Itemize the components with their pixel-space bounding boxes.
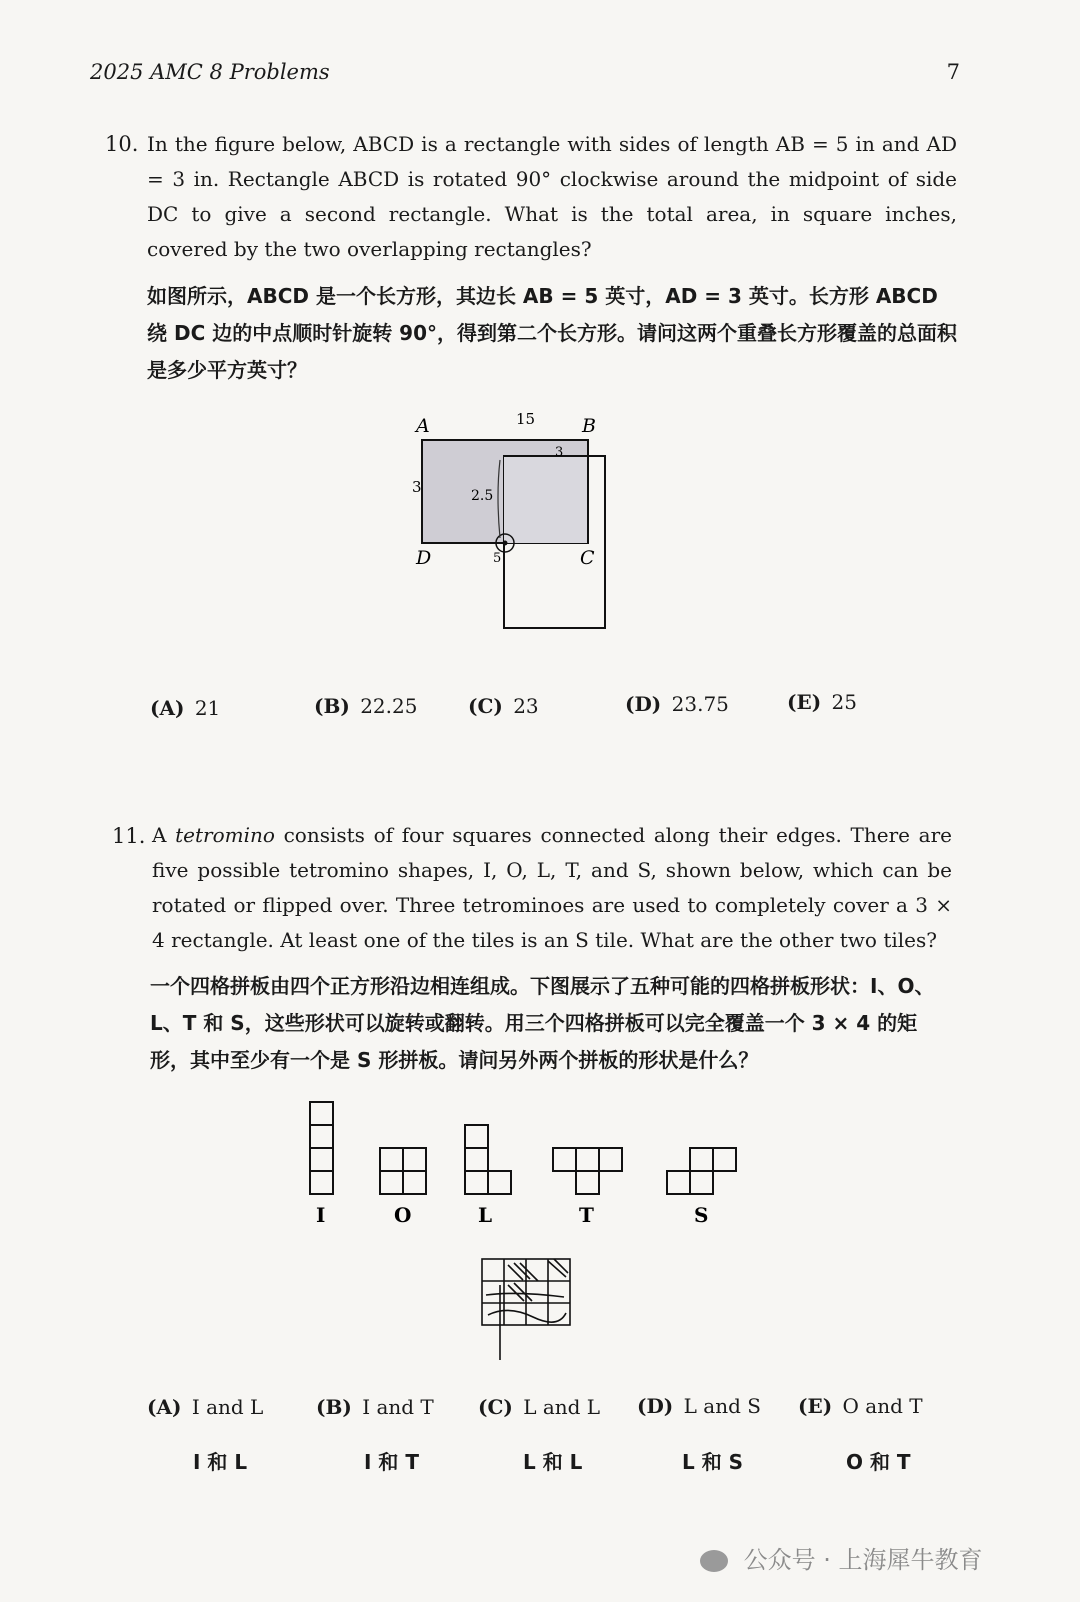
- handwritten-2-5: 2.5: [471, 488, 494, 504]
- shape-label-i: I: [316, 1203, 326, 1227]
- label-c: C: [580, 547, 595, 569]
- label-b: B: [582, 415, 596, 437]
- problem-10-choice-c: (C) 23: [468, 694, 539, 718]
- tetromino-i: [310, 1102, 333, 1194]
- tetromino-shapes-figure: [300, 1098, 760, 1238]
- problem-10-choice-b: (B) 22.25: [314, 694, 418, 718]
- tetromino-t: [553, 1148, 622, 1194]
- shape-label-t: T: [579, 1203, 594, 1227]
- handwritten-3-corner: 3: [555, 445, 564, 460]
- shape-label-l: L: [478, 1203, 493, 1227]
- problem-11-choice-d-zh: L 和 S: [682, 1450, 744, 1474]
- problem-11-text-zh: 一个四格拼板由四个正方形沿边相连组成。下图展示了五种可能的四格拼板形状：I、O、L、T 和 S，这些形状可以旋转或翻转。用三个四格拼板可以完全覆盖一个 3 × 4 的矩形，其中至少有一个是 S 形拼板。请问另外两个拼板的形状是什么？: [150, 974, 935, 1072]
- handwritten-15: 15: [516, 410, 536, 428]
- handwritten-3-left: 3: [412, 478, 422, 496]
- problem-11-choice-c-zh: L 和 L: [523, 1450, 583, 1474]
- problem-11-choice-b-zh: I 和 T: [364, 1450, 420, 1474]
- problem-11-number: 11.: [112, 824, 146, 848]
- watermark: [700, 1540, 983, 1575]
- page-number: 7: [946, 60, 960, 84]
- handwritten-5: 5: [493, 551, 502, 566]
- problem-11-choice-c: (C) L and L: [478, 1395, 601, 1419]
- wechat-icon: [700, 1550, 728, 1572]
- tetromino-s: [667, 1148, 736, 1194]
- problem-11-choice-a-zh: I 和 L: [193, 1450, 248, 1474]
- problem-10-text-zh: 如图所示，ABCD 是一个长方形，其边长 AB = 5 英寸，AD = 3 英寸。长方形 ABCD 绕 DC 边的中点顺时针旋转 90°，得到第二个长方形。请问这两个重叠长方形覆盖的总面积是多少平方英寸？: [147, 284, 957, 382]
- problem-11-choice-e-zh: O 和 T: [846, 1450, 911, 1474]
- problem-11-choice-b: (B) I and T: [316, 1395, 434, 1419]
- watermark-text: 公众号 · 上海犀牛教育: [743, 1546, 983, 1574]
- problem-11-choice-e: (E) O and T: [798, 1394, 923, 1418]
- overlap-region: [504, 456, 588, 543]
- tetromino-o: [380, 1148, 426, 1194]
- tetromino-l: [465, 1125, 511, 1194]
- label-a: A: [416, 415, 430, 437]
- problem-10-choice-a: (A) 21: [150, 696, 221, 720]
- problem-11-text-en: A tetromino consists of four squares connected along their edges. There are five possible tetromino shapes, I, O, L, T, and S, shown below, which can be rotated or flipped over. Three tetrominoes are used to completely cover a 3 × 4 rectangle. At least one of the tiles is an S tile. What are the other two tiles?: [152, 823, 952, 952]
- problem-10-choice-d: (D) 23.75: [625, 692, 729, 716]
- problem-10-figure: [400, 400, 640, 650]
- problem-11-choice-a: (A) I and L: [147, 1395, 264, 1419]
- problem-11-choice-d: (D) L and S: [637, 1394, 761, 1418]
- shape-label-s: S: [694, 1203, 709, 1227]
- label-d: D: [416, 547, 432, 569]
- problem-10-number: 10.: [105, 132, 139, 156]
- shape-label-o: O: [394, 1203, 412, 1227]
- problem-10-choice-e: (E) 25: [787, 690, 857, 714]
- handwritten-grid-sketch: [478, 1255, 578, 1365]
- page-header-title: 2025 AMC 8 Problems: [90, 60, 330, 84]
- problem-10-text-en: In the figure below, ABCD is a rectangle with sides of length AB = 5 in and AD = 3 in. Rectangle ABCD is rotated 90° clockwise around the midpoint of side DC to give a second rectangle. What is the total area, in square inches, covered by the two overlapping rectangles?: [147, 132, 957, 261]
